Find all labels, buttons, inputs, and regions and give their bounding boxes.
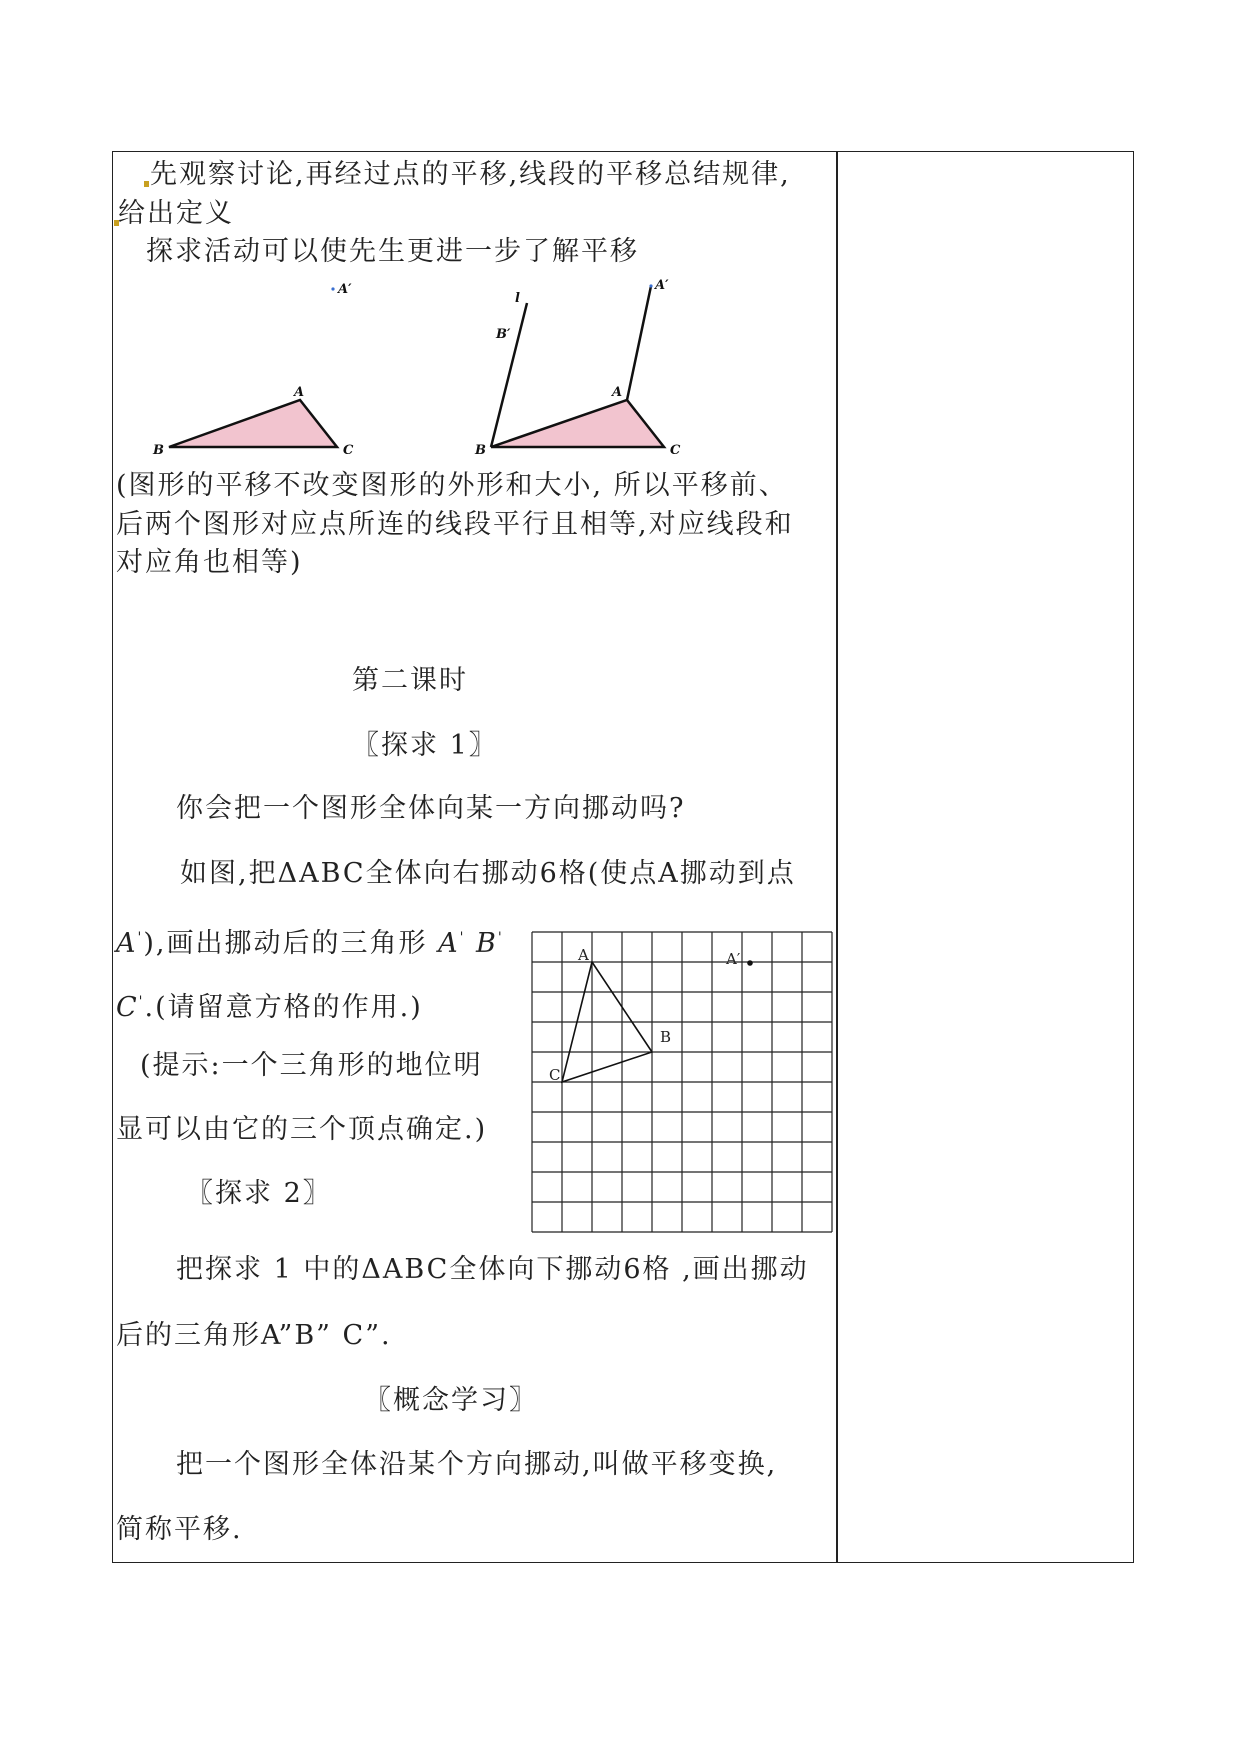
square-grid [530,930,834,1234]
grid-label-a: A [578,946,589,964]
point-a-label: A [116,928,138,959]
label-a: A [294,385,305,400]
label-a-right: A [612,385,623,400]
hint-line-1: (提示:一个三角形的地位明 [140,1050,483,1081]
explore-2-line-1: 把探求 1 中的ΔABC全体向下挪动6格 ,画出挪动 [176,1254,809,1285]
segment-a-a-prime [627,286,651,400]
intro-line-1: 先观察讨论,再经过点的平移,线段的平移总结规律, [150,159,791,190]
point-c-label: C [116,992,139,1023]
note-line-3: 对应角也相等) [116,547,303,578]
question-3-text: ),画出挪动后的三角形 [143,928,428,959]
note-line-1: (图形的平移不改变图形的外形和大小, 所以平移前、 [116,470,788,501]
label-c: C [343,443,354,458]
concept-line-1: 把一个图形全体沿某个方向挪动,叫做平移变换, [176,1449,778,1480]
note-line-2: 后两个图形对应点所连的线段平行且相等,对应线段和 [116,509,794,540]
triangle-abc-left [169,400,337,447]
point-a-label: A [438,928,460,959]
label-l: l [515,291,520,306]
concept-line-2: 简称平移. [116,1514,243,1545]
grid-label-c: C [549,1066,561,1084]
question-3: A'),画出挪动后的三角形 A' B' [116,928,504,959]
question-2: 如图,把ΔABC全体向右挪动6格(使点A挪动到点 [180,858,796,889]
margin-mark [144,181,149,187]
column-divider [836,151,838,1563]
label-b-prime: B′ [496,327,511,342]
point-a-prime-right [649,284,652,287]
label-b-right: B [475,443,486,458]
intro-line-2: 给出定义 [118,198,234,229]
question-4: C'.(请留意方格的作用.) [116,992,423,1023]
label-a-prime: A′ [338,282,352,297]
lesson-title: 第二课时 [352,665,468,696]
label-b: B [153,443,164,458]
triangle-abc-right [491,400,664,447]
label-a-prime-right: A′ [655,278,669,293]
hint-line-2: 显可以由它的三个顶点确定.) [116,1114,488,1145]
point-b-label: B [476,928,498,959]
point-a-prime-dot [747,960,753,966]
segment-b-line-l [491,303,527,447]
concept-heading: 〖概念学习〗 [364,1385,538,1416]
question-1: 你会把一个图形全体向某一方向挪动吗? [176,793,686,824]
explore-2-line-2: 后的三角形A”B” C”. [116,1320,392,1351]
explore-2-heading: 〖探求 2〗 [186,1178,332,1209]
grid-label-a-prime: A′ [726,950,741,968]
grid-label-b: B [660,1028,672,1046]
explore-1-heading: 〖探求 1〗 [352,730,498,761]
intro-line-3: 探求活动可以使先生更进一步了解平移 [146,236,639,267]
label-c-right: C [670,443,681,458]
question-4-text: .(请留意方格的作用.) [144,992,423,1023]
translation-figure [150,276,710,456]
point-a-prime [331,287,334,290]
